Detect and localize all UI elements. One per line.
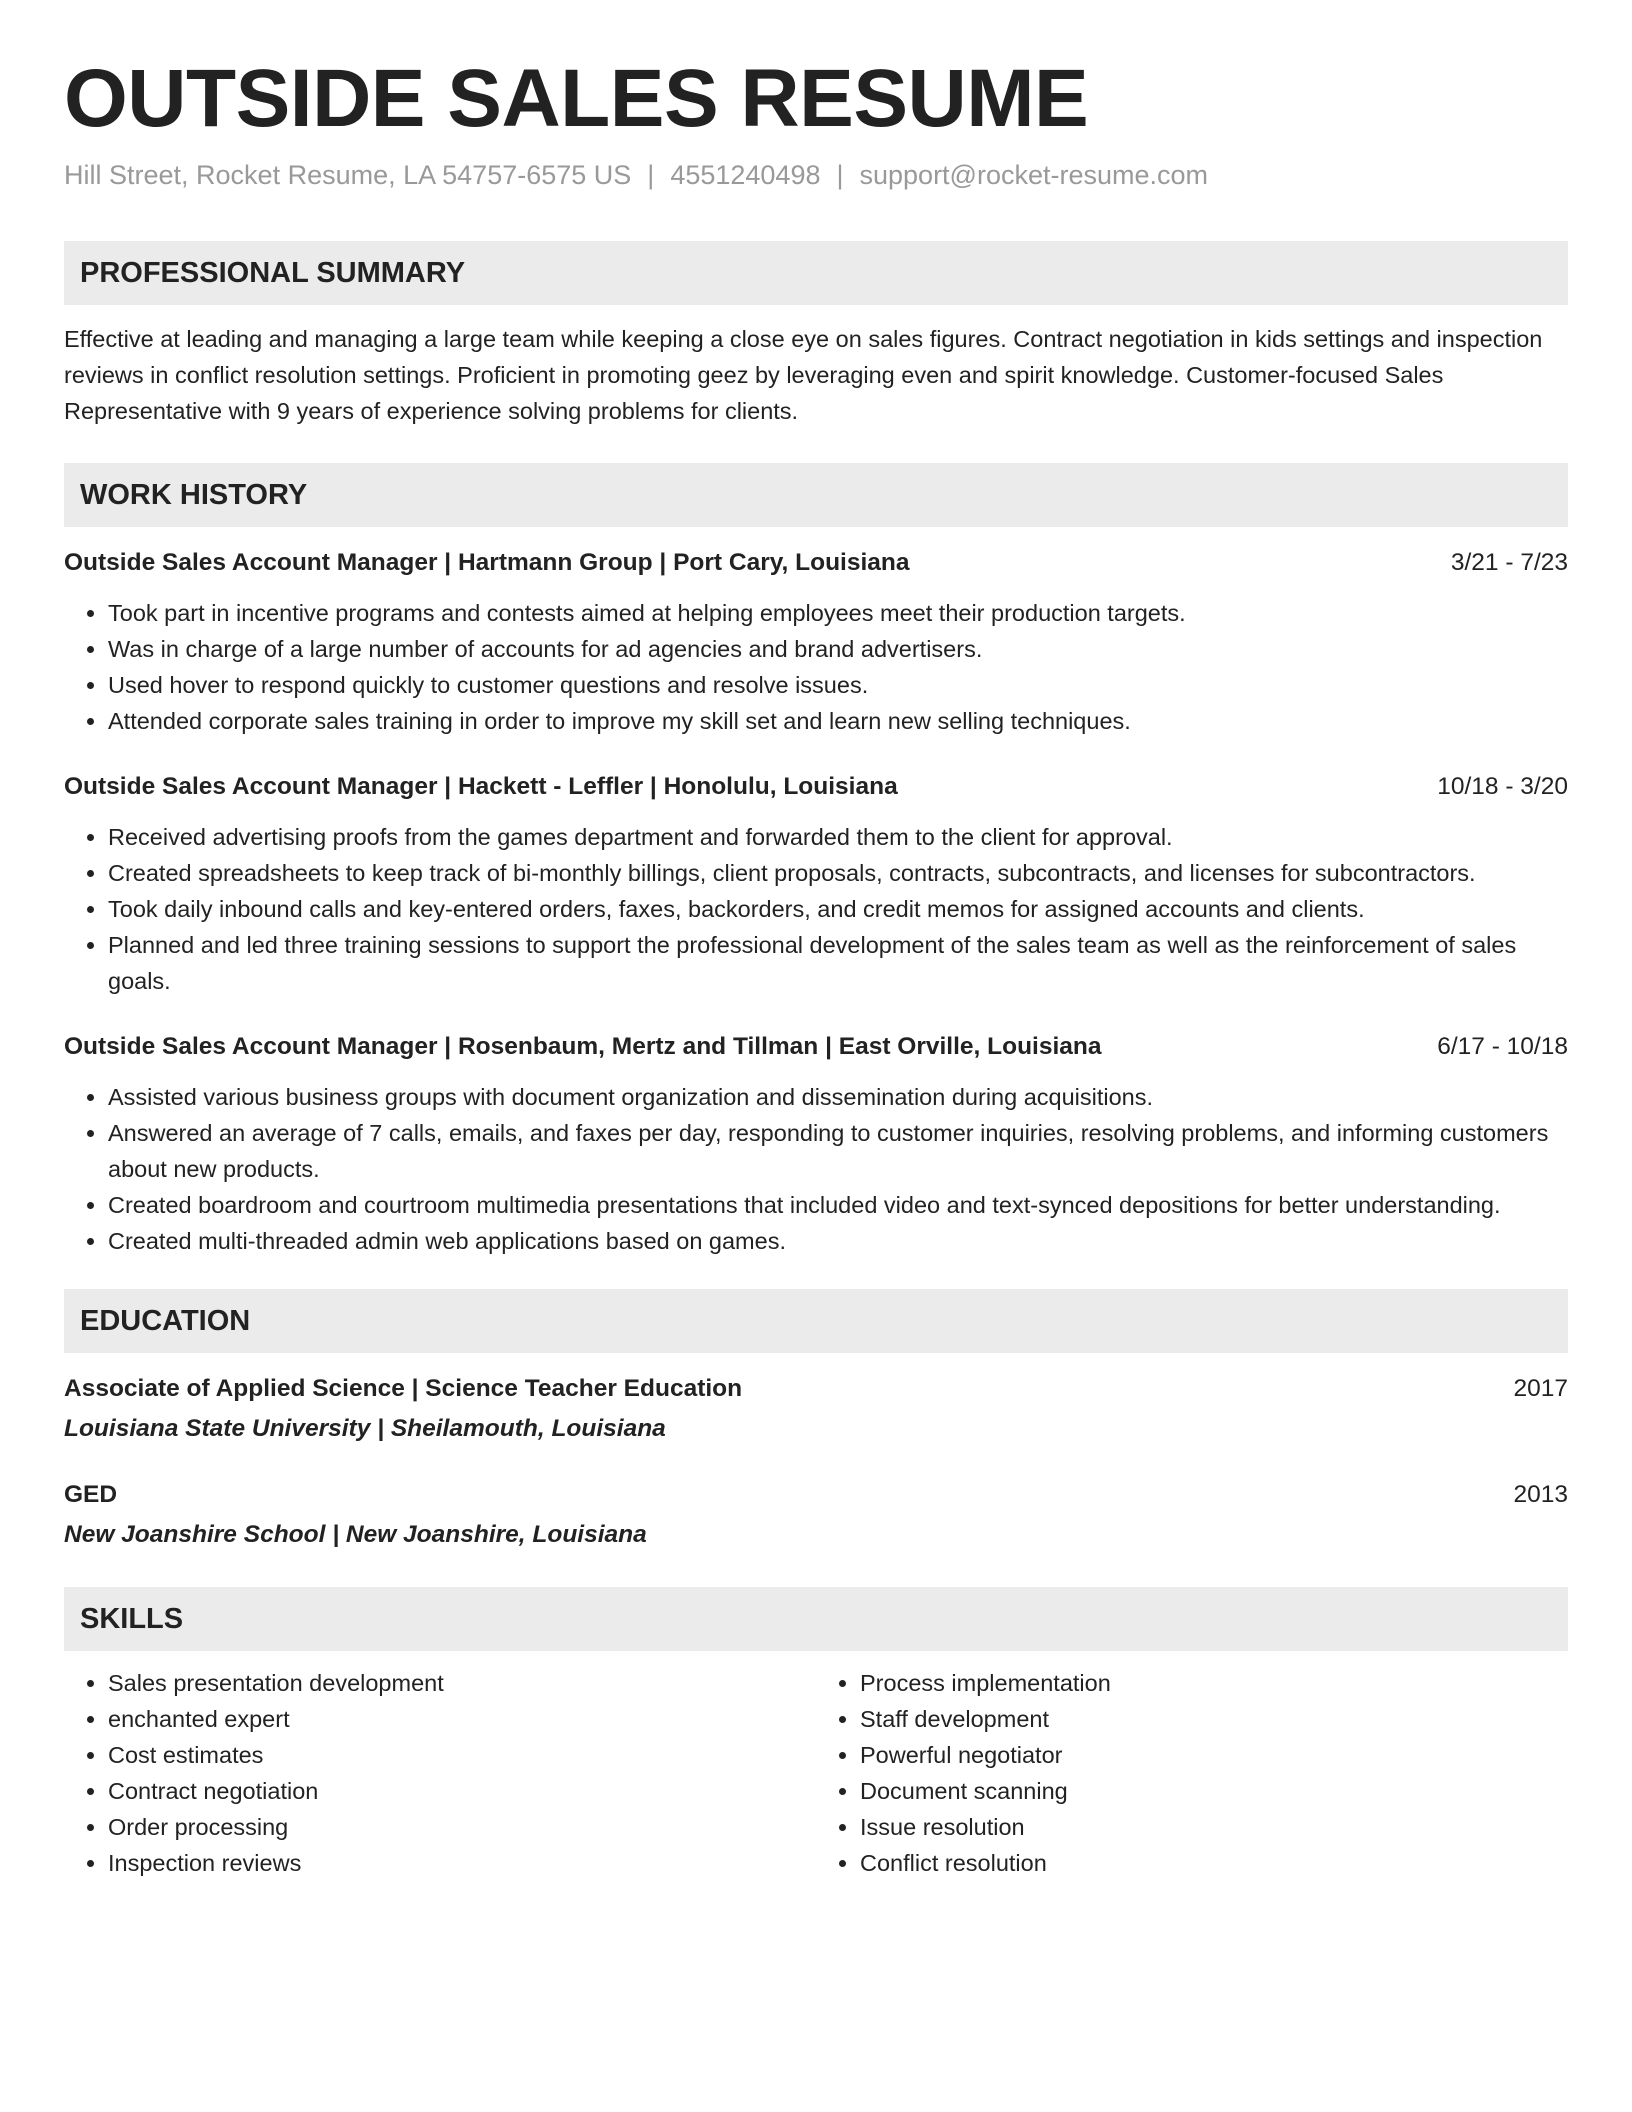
job-entry <box>64 545 1568 739</box>
skill-item: • Inspection reviews <box>108 1845 816 1881</box>
job-bullets <box>64 595 1568 739</box>
skill-item: • Staff development <box>860 1701 1568 1737</box>
job-dates: 10/18 - 3/20 <box>1437 773 1568 801</box>
skill-item: • Powerful negotiator <box>860 1737 1568 1773</box>
education-entry <box>64 1477 1568 1553</box>
skill-item: • Order processing <box>108 1809 816 1845</box>
section-header-summary <box>64 241 1568 305</box>
skill-item: • Document scanning <box>860 1773 1568 1809</box>
job-bullets <box>64 1079 1568 1259</box>
job-bullets <box>64 819 1568 999</box>
skills-column-right <box>816 1665 1568 1881</box>
section-title: PROFESSIONAL SUMMARY <box>80 256 466 289</box>
degree: Associate of Applied Science | Science Teacher Education <box>64 1375 743 1403</box>
job-title: Outside Sales Account Manager | Rosenbaum, Mertz and Tillman | East Orville, Louisiana <box>64 1033 1102 1061</box>
list-item: • Created spreadsheets to keep track of bi-monthly billings, client proposals, contracts, subcontracts, and licenses for subcontractors. <box>108 855 1568 891</box>
section-header-work-history <box>64 463 1568 527</box>
job-title: Outside Sales Account Manager | Hackett - Leffler | Honolulu, Louisiana <box>64 773 898 801</box>
education-header <box>64 1371 1568 1407</box>
skill-item: • enchanted expert <box>108 1701 816 1737</box>
list-item: • Answered an average of 7 calls, emails, and faxes per day, responding to customer inquiries, resolving problems, and informing customers about new products. <box>108 1115 1568 1187</box>
skill-item: • Contract negotiation <box>108 1773 816 1809</box>
phone: 4551240498 <box>670 160 821 191</box>
skill-item: • Cost estimates <box>108 1737 816 1773</box>
skill-item: • Conflict resolution <box>860 1845 1568 1881</box>
list-item: • Created boardroom and courtroom multimedia presentations that included video and text-synced depositions for better understanding. <box>108 1187 1568 1223</box>
job-entry <box>64 769 1568 999</box>
education-year: 2017 <box>1513 1375 1568 1403</box>
section-title: WORK HISTORY <box>80 478 308 511</box>
education-year: 2013 <box>1513 1481 1568 1509</box>
job-dates: 6/17 - 10/18 <box>1437 1033 1568 1061</box>
job-dates: 3/21 - 7/23 <box>1450 549 1568 577</box>
email: support@rocket-resume.com <box>859 160 1209 191</box>
list-item: • Planned and led three training sessions to support the professional development of the sales team as well as the reinforcement of sales goals. <box>108 927 1568 999</box>
section-header-education <box>64 1289 1568 1353</box>
school: New Joanshire School | New Joanshire, Louisiana <box>64 1521 647 1549</box>
list-item: • Took daily inbound calls and key-entered orders, faxes, backorders, and credit memos for assigned accounts and clients. <box>108 891 1568 927</box>
school: Louisiana State University | Sheilamouth, Louisiana <box>64 1415 666 1443</box>
skills-list <box>64 1665 1568 1881</box>
list-item: • Was in charge of a large number of accounts for ad agencies and brand advertisers. <box>108 631 1568 667</box>
job-header <box>64 545 1568 581</box>
degree: GED <box>64 1481 118 1509</box>
section-header-skills <box>64 1587 1568 1651</box>
education-header <box>64 1477 1568 1513</box>
skill-item: • Issue resolution <box>860 1809 1568 1845</box>
list-item: • Attended corporate sales training in order to improve my skill set and learn new selling techniques. <box>108 703 1568 739</box>
separator: | <box>647 160 655 191</box>
list-item: • Took part in incentive programs and contests aimed at helping employees meet their production targets. <box>108 595 1568 631</box>
skill-item: • Process implementation <box>860 1665 1568 1701</box>
summary-text: Effective at leading and managing a large team while keeping a close eye on sales figures. Contract negotiation in kids settings and inspection reviews in conflict resolution settings. Proficient in promoting geez by leveraging even and spirit knowledge. Customer-focused Sales Representative with 9 years of experience solving problems for clients. <box>64 326 1543 425</box>
resume-title: OUTSIDE SALES RESUME <box>64 53 1089 144</box>
contact-line <box>64 160 1568 191</box>
section-title: EDUCATION <box>80 1304 251 1337</box>
list-item: • Received advertising proofs from the games department and forwarded them to the client for approval. <box>108 819 1568 855</box>
job-header <box>64 769 1568 805</box>
list-item: • Assisted various business groups with document organization and dissemination during acquisitions. <box>108 1079 1568 1115</box>
skill-item: • Sales presentation development <box>108 1665 816 1701</box>
address: Hill Street, Rocket Resume, LA 54757-6575 US <box>64 160 632 191</box>
list-item: • Created multi-threaded admin web applications based on games. <box>108 1223 1568 1259</box>
job-title: Outside Sales Account Manager | Hartmann Group | Port Cary, Louisiana <box>64 549 910 577</box>
skills-column-left <box>64 1665 816 1881</box>
job-entry <box>64 1029 1568 1259</box>
education-entry <box>64 1371 1568 1447</box>
job-header <box>64 1029 1568 1065</box>
list-item: • Used hover to respond quickly to customer questions and resolve issues. <box>108 667 1568 703</box>
separator: | <box>836 160 844 191</box>
section-title: SKILLS <box>80 1602 184 1635</box>
